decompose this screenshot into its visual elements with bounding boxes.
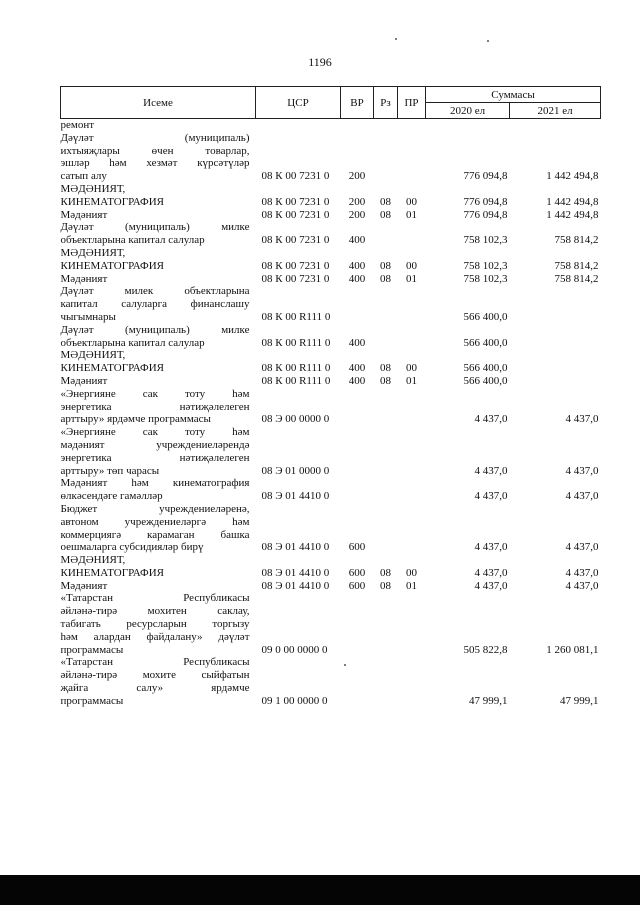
table-row	[61, 388, 601, 426]
row-rz: 08	[380, 259, 391, 272]
row-rz	[374, 285, 398, 323]
row-name-line: Мәдәният	[60, 579, 108, 592]
row-pr	[398, 503, 426, 554]
row-name-line: Дәүләт (муниципаль)	[60, 131, 250, 144]
row-vr: 400	[348, 259, 366, 272]
table-row	[61, 426, 601, 477]
row-rz: 08	[380, 272, 391, 285]
row-vr: 400	[348, 272, 366, 285]
row-sum-2021: 1 442 494,8	[546, 208, 599, 221]
row-sum-2021	[510, 285, 601, 323]
row-name-line: Бюджет учреждениеләренә,	[60, 502, 250, 515]
row-pr	[398, 656, 426, 707]
row-vr: 400	[348, 234, 366, 247]
row-sum-2020: 758 102,3	[463, 272, 508, 285]
row-name-line: арттыру» төп чарасы	[60, 464, 160, 477]
row-pr	[398, 426, 426, 477]
row-sum-2021: 758 814,2	[554, 234, 599, 247]
table-row	[61, 273, 601, 286]
table-row	[61, 119, 601, 132]
header-name: Исеме	[61, 87, 256, 119]
row-csr: 08 К 00 R111 0	[261, 362, 331, 375]
table-row	[61, 477, 601, 503]
row-pr: 01	[406, 374, 417, 387]
row-rz	[374, 132, 398, 183]
row-csr: 08 К 00 7231 0	[261, 272, 330, 285]
table-row	[61, 324, 601, 350]
row-sum-2021: 1 260 081,1	[546, 643, 599, 656]
scan-speck	[487, 40, 489, 42]
row-sum-2020	[426, 119, 510, 132]
row-name	[61, 183, 256, 209]
row-name-line: Мәдәният	[60, 374, 108, 387]
table-row	[61, 656, 601, 707]
row-name	[61, 503, 256, 554]
row-csr: 08 К 00 7231 0	[261, 195, 330, 208]
row-name-line: МӘДӘНИЯТ,	[60, 349, 126, 362]
row-pr: 00	[406, 362, 417, 375]
row-name-line: ихтыяҗлары өчен товарлар,	[60, 144, 250, 157]
row-name-line: объектларына капитал салулар	[60, 234, 205, 247]
row-csr: 08 Э 01 0000 0	[261, 464, 330, 477]
row-sum-2021: 4 437,0	[565, 464, 599, 477]
row-vr: 200	[348, 208, 366, 221]
row-name-line: МӘДӘНИЯТ,	[60, 554, 126, 567]
row-sum-2020: 4 437,0	[474, 566, 508, 579]
row-sum-2020: 758 102,3	[463, 259, 508, 272]
row-name-line: Дәүләт (муниципаль) милке	[60, 221, 250, 234]
row-name-line: программасы	[60, 694, 124, 707]
header-rz: Рз	[374, 87, 398, 119]
row-sum-2020: 4 437,0	[474, 579, 508, 592]
row-rz	[374, 656, 398, 707]
row-pr	[398, 324, 426, 350]
header-csr: ЦСР	[256, 87, 341, 119]
row-pr	[398, 119, 426, 132]
row-csr: 08 К 00 7231 0	[261, 234, 330, 247]
row-sum-2021: 4 437,0	[565, 541, 599, 554]
row-pr: 00	[406, 566, 417, 579]
row-name-line: объектларына капитал салулар	[60, 336, 205, 349]
table-row	[61, 183, 601, 209]
row-name-line: өлкәсендәге гамәлләр	[60, 490, 163, 503]
row-vr: 200	[348, 170, 366, 183]
row-sum-2020: 776 094,8	[463, 170, 508, 183]
row-name-line: әйләнә-тирә мохите сыйфатын	[60, 669, 250, 682]
row-sum-2020: 566 400,0	[463, 362, 508, 375]
row-rz	[374, 119, 398, 132]
row-name-line: «Энергияне сак тоту һәм	[60, 387, 250, 400]
table-row	[61, 592, 601, 656]
row-sum-2021	[510, 119, 601, 132]
row-name	[61, 375, 256, 388]
scan-speck	[344, 664, 346, 666]
row-name-line: программасы	[60, 643, 124, 656]
row-sum-2020: 4 437,0	[474, 464, 508, 477]
row-name	[61, 285, 256, 323]
row-name-line: сатып алу	[60, 170, 107, 183]
row-pr: 01	[406, 272, 417, 285]
row-name	[61, 273, 256, 286]
header-vr: ВР	[341, 87, 374, 119]
row-vr: 200	[348, 195, 366, 208]
table-row	[61, 375, 601, 388]
row-name-line: КИНЕМАТОГРАФИЯ	[60, 259, 165, 272]
row-sum-2020: 776 094,8	[463, 208, 508, 221]
row-name	[61, 349, 256, 375]
row-name-line: коммерциягә карамаган башка	[60, 528, 250, 541]
row-name	[61, 221, 256, 247]
row-pr: 01	[406, 579, 417, 592]
header-pr: ПР	[398, 87, 426, 119]
table-body	[61, 119, 601, 708]
row-name-line: чыгымнары	[60, 310, 116, 323]
row-sum-2021: 1 442 494,8	[546, 170, 599, 183]
row-name-line: энергетика нәтиҗәлелеген	[60, 400, 250, 413]
row-sum-2020: 566 400,0	[463, 336, 508, 349]
row-name-line: әйләнә-тирә мохитен саклау,	[60, 605, 250, 618]
row-sum-2020: 566 400,0	[463, 374, 508, 387]
row-sum-2020: 4 437,0	[474, 490, 508, 503]
row-name-line: табигать ресурсларын торгызу	[60, 618, 250, 631]
row-sum-2020: 505 822,8	[463, 643, 508, 656]
row-csr: 08 К 00 7231 0	[261, 259, 330, 272]
header-year-2021: 2021 ел	[510, 103, 601, 119]
table-row	[61, 209, 601, 222]
row-rz: 08	[380, 362, 391, 375]
table-row	[61, 503, 601, 554]
row-name-line: Дәүләт (муниципаль) милке	[60, 323, 250, 336]
row-csr: 09 0 00 0000 0	[261, 643, 328, 656]
table-header	[61, 87, 601, 119]
row-name-line: мәдәният учреждениеләрендә	[60, 438, 250, 451]
row-sum-2021: 4 437,0	[565, 566, 599, 579]
row-rz: 08	[380, 208, 391, 221]
row-name-line: Дәүләт милек объектларына	[60, 285, 250, 298]
row-pr	[398, 592, 426, 656]
row-csr: 08 Э 01 4410 0	[261, 579, 330, 592]
row-name	[61, 426, 256, 477]
row-name-line: җайга салу» ярдәмче	[60, 682, 250, 695]
row-name	[61, 132, 256, 183]
row-rz	[374, 221, 398, 247]
row-vr	[341, 388, 374, 426]
row-name	[61, 324, 256, 350]
row-name-line: оешмаларга субсидияләр бирү	[60, 541, 204, 554]
row-name	[61, 477, 256, 503]
header-sums: Суммасы	[426, 87, 601, 103]
row-name-line: Мәдәният	[60, 272, 108, 285]
row-name	[61, 209, 256, 222]
row-pr	[398, 132, 426, 183]
row-csr: 08 Э 01 4410 0	[261, 490, 330, 503]
row-rz	[374, 388, 398, 426]
row-vr	[341, 119, 374, 132]
row-sum-2021: 758 814,2	[554, 259, 599, 272]
scan-speck	[395, 38, 397, 40]
table-row	[61, 221, 601, 247]
row-pr: 00	[406, 259, 417, 272]
row-rz	[374, 477, 398, 503]
row-vr: 600	[348, 579, 366, 592]
row-sum-2021: 4 437,0	[565, 413, 599, 426]
row-csr: 08 Э 00 0000 0	[261, 413, 330, 426]
header-year-2020: 2020 ел	[426, 103, 510, 119]
row-name-line: «Татарстан Республикасы	[60, 592, 250, 605]
row-rz: 08	[380, 374, 391, 387]
row-name-line: энергетика нәтиҗәлелеген	[60, 451, 250, 464]
row-name-line: КИНЕМАТОГРАФИЯ	[60, 362, 165, 375]
table-row	[61, 580, 601, 593]
row-sum-2020: 776 094,8	[463, 195, 508, 208]
row-name-line: «Энергияне сак тоту һәм	[60, 426, 250, 439]
row-rz: 08	[380, 195, 391, 208]
row-csr: 08 Э 01 4410 0	[261, 541, 330, 554]
row-name-line: КИНЕМАТОГРАФИЯ	[60, 566, 165, 579]
row-name	[61, 656, 256, 707]
row-name-line: эшләр һәм хезмәт күрсәтүләр	[60, 157, 250, 170]
row-csr: 08 К 00 R111 0	[261, 336, 331, 349]
row-vr: 400	[348, 362, 366, 375]
row-name-line: һәм алардан файдалану» дәүләт	[60, 630, 250, 643]
row-name-line: МӘДӘНИЯТ,	[60, 182, 126, 195]
row-rz	[374, 324, 398, 350]
row-csr: 08 К 00 7231 0	[261, 170, 330, 183]
row-sum-2021: 1 442 494,8	[546, 195, 599, 208]
row-sum-2021: 4 437,0	[565, 579, 599, 592]
row-name-line: ремонт	[60, 119, 95, 131]
row-pr: 01	[406, 208, 417, 221]
row-csr: 08 К 00 7231 0	[261, 208, 330, 221]
row-rz	[374, 503, 398, 554]
table-row	[61, 132, 601, 183]
row-sum-2021: 4 437,0	[565, 490, 599, 503]
row-vr: 600	[348, 566, 366, 579]
row-sum-2020: 4 437,0	[474, 541, 508, 554]
row-name	[61, 119, 256, 132]
row-rz	[374, 426, 398, 477]
row-csr: 08 К 00 R111 0	[261, 310, 331, 323]
row-sum-2021	[510, 349, 601, 375]
row-pr	[398, 285, 426, 323]
row-name	[61, 247, 256, 273]
row-name-line: «Татарстан Республикасы	[60, 656, 250, 669]
table-row	[61, 349, 601, 375]
row-name	[61, 388, 256, 426]
row-vr	[341, 477, 374, 503]
row-name-line: автоном учреждениеләргә һәм	[60, 515, 250, 528]
row-csr	[256, 119, 341, 132]
row-name-line: арттыру» ярдәмче программасы	[60, 413, 211, 426]
row-pr	[398, 388, 426, 426]
row-sum-2020: 566 400,0	[463, 310, 508, 323]
table-row	[61, 285, 601, 323]
row-sum-2021: 758 814,2	[554, 272, 599, 285]
row-name-line: МӘДӘНИЯТ,	[60, 246, 126, 259]
row-sum-2020: 4 437,0	[474, 413, 508, 426]
row-sum-2021: 47 999,1	[560, 694, 599, 707]
row-name	[61, 592, 256, 656]
row-vr	[341, 426, 374, 477]
row-vr	[341, 285, 374, 323]
table-row	[61, 554, 601, 580]
row-name	[61, 554, 256, 580]
row-name-line: КИНЕМАТОГРАФИЯ	[60, 195, 165, 208]
budget-table	[60, 86, 601, 708]
row-sum-2021	[510, 375, 601, 388]
table-row	[61, 247, 601, 273]
row-pr: 00	[406, 195, 417, 208]
row-rz	[374, 592, 398, 656]
row-csr: 09 1 00 0000 0	[261, 694, 328, 707]
row-sum-2020: 47 999,1	[469, 694, 508, 707]
row-vr	[341, 592, 374, 656]
scan-bottom-edge	[0, 875, 640, 905]
row-csr: 08 Э 01 4410 0	[261, 566, 330, 579]
row-rz: 08	[380, 579, 391, 592]
row-sum-2021	[510, 324, 601, 350]
row-pr	[398, 221, 426, 247]
page-number: 1196	[308, 55, 332, 69]
row-vr: 400	[348, 374, 366, 387]
row-vr: 600	[348, 541, 366, 554]
row-name-line: Мәдәният һәм кинематография	[60, 477, 250, 490]
row-pr	[398, 477, 426, 503]
row-vr: 400	[348, 336, 366, 349]
row-csr: 08 К 00 R111 0	[261, 374, 331, 387]
row-name-line: Мәдәният	[60, 208, 108, 221]
row-name	[61, 580, 256, 593]
row-name-line: капитал салуларга финанслашу	[60, 298, 250, 311]
row-sum-2020: 758 102,3	[463, 234, 508, 247]
row-rz: 08	[380, 566, 391, 579]
